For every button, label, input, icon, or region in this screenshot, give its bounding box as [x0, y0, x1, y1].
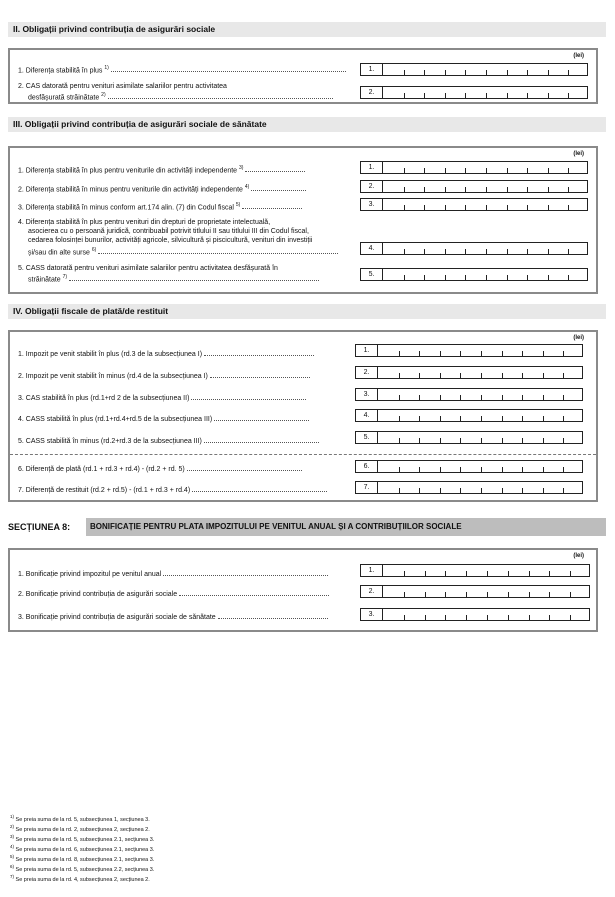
digit-tick — [507, 93, 508, 98]
row-label-cont: asocierea cu o persoană juridică, contribuabil potrivit titlului II sau titlului III din Codul fiscal, — [28, 228, 309, 235]
digit-tick — [424, 70, 425, 75]
unit-label: (lei) — [573, 553, 584, 559]
row-label: 1. Bonificație privind impozitul pe venitul anual — [18, 570, 328, 579]
row-label: 3. Diferența stabilită în minus conform art.174 alin. (7) din Codul fiscal $^{5)}$ — [18, 201, 302, 212]
digit-tick — [465, 249, 466, 254]
digit-tick — [404, 571, 405, 576]
row-label: 5. CASS datorată pentru venituri asimilate salariilor pentru activitatea desfășurată în — [18, 265, 278, 272]
digit-tick — [419, 416, 420, 421]
digit-tick — [440, 488, 441, 493]
row-label: 7. Diferență de restituit (rd.2 + rd.5) - (rd.1 + rd.3 + rd.4) — [18, 486, 327, 495]
unit-label: (lei) — [573, 151, 584, 157]
digit-tick — [502, 351, 503, 356]
digit-tick — [522, 416, 523, 421]
footnote: $^{3)}$ Se preia suma de la rd. 5, subsecțiunea 2.1, secțiunea 3. — [10, 834, 155, 843]
separator-dashed — [10, 454, 596, 455]
digit-tick — [424, 187, 425, 192]
section-4-title: IV. Obligații fiscale de plată/de restituit — [8, 304, 606, 319]
digit-tick — [425, 592, 426, 597]
digit-tick — [568, 187, 569, 192]
digit-tick — [460, 395, 461, 400]
digit-tick — [404, 615, 405, 620]
digit-tick — [419, 467, 420, 472]
digit-tick — [527, 168, 528, 173]
digit-tick — [424, 93, 425, 98]
digit-tick — [507, 275, 508, 280]
digit-tick — [445, 615, 446, 620]
digit-tick — [440, 351, 441, 356]
digit-tick — [445, 571, 446, 576]
digit-tick — [486, 249, 487, 254]
digit-tick — [487, 592, 488, 597]
digit-tick — [507, 249, 508, 254]
digit-tick — [549, 615, 550, 620]
digit-tick — [399, 351, 400, 356]
digit-tick — [424, 275, 425, 280]
amount-field[interactable]: 4. — [360, 242, 588, 255]
amount-field[interactable]: 1. — [355, 344, 583, 357]
digit-tick — [404, 592, 405, 597]
digit-tick — [527, 205, 528, 210]
digit-tick — [568, 93, 569, 98]
digit-tick — [486, 187, 487, 192]
digit-tick — [404, 93, 405, 98]
amount-field[interactable]: 3. — [360, 608, 590, 621]
digit-tick — [543, 467, 544, 472]
digit-tick — [481, 351, 482, 356]
row-label: 1. Diferența stabilită în plus $^{1)}$ — [18, 64, 346, 75]
digit-tick — [404, 249, 405, 254]
digit-tick — [465, 93, 466, 98]
amount-field[interactable]: 2. — [360, 86, 588, 99]
digit-tick — [481, 488, 482, 493]
digit-tick — [527, 93, 528, 98]
digit-tick — [399, 438, 400, 443]
digit-tick — [445, 592, 446, 597]
row-label-cont: și/sau din alte surse $^{6)}$ — [28, 246, 338, 257]
digit-tick — [548, 93, 549, 98]
section-2-title: II. Obligații privind contribuția de asigurări sociale — [8, 22, 606, 37]
amount-field[interactable]: 5. — [360, 268, 588, 281]
digit-tick — [502, 467, 503, 472]
digit-tick — [445, 93, 446, 98]
digit-tick — [568, 70, 569, 75]
digit-tick — [486, 70, 487, 75]
digit-tick — [404, 205, 405, 210]
digit-tick — [563, 416, 564, 421]
unit-label: (lei) — [573, 335, 584, 341]
digit-tick — [404, 168, 405, 173]
digit-tick — [404, 187, 405, 192]
digit-tick — [465, 187, 466, 192]
digit-tick — [522, 351, 523, 356]
digit-tick — [508, 615, 509, 620]
digit-tick — [563, 467, 564, 472]
digit-tick — [440, 373, 441, 378]
digit-tick — [419, 351, 420, 356]
digit-tick — [487, 571, 488, 576]
section-4-panel — [8, 330, 598, 502]
digit-tick — [529, 571, 530, 576]
digit-tick — [486, 205, 487, 210]
digit-tick — [466, 615, 467, 620]
digit-tick — [548, 187, 549, 192]
digit-tick — [481, 416, 482, 421]
footnote: $^{6)}$ Se preia suma de la rd. 5, subsecțiunea 2.2, secțiunea 3. — [10, 864, 155, 873]
digit-tick — [529, 615, 530, 620]
digit-tick — [568, 275, 569, 280]
row-label: 4. CASS stabilită în plus (rd.1+rd.4+rd.5 de la subsecțiunea III) — [18, 415, 309, 424]
digit-tick — [570, 615, 571, 620]
digit-tick — [507, 187, 508, 192]
digit-tick — [522, 395, 523, 400]
amount-field[interactable]: 4. — [355, 409, 583, 422]
digit-tick — [466, 592, 467, 597]
row-label-cont: cedarea folosinței bunurilor, activități agricole, silvicultură și piscicultură, venituri din investiții — [28, 237, 313, 244]
section-3-panel — [8, 146, 598, 294]
digit-tick — [399, 467, 400, 472]
digit-tick — [399, 395, 400, 400]
digit-tick — [502, 488, 503, 493]
footnote: $^{5)}$ Se preia suma de la rd. 8, subsecțiunea 2.1, secțiunea 3. — [10, 854, 155, 863]
digit-tick — [424, 205, 425, 210]
digit-tick — [419, 438, 420, 443]
digit-tick — [440, 438, 441, 443]
digit-tick — [399, 416, 400, 421]
digit-tick — [548, 70, 549, 75]
row-label-cont: desfășurată străinătate $^{2)}$ — [28, 91, 333, 102]
digit-tick — [507, 70, 508, 75]
section-8-prefix: SECȚIUNEA 8: — [8, 522, 71, 532]
digit-tick — [527, 70, 528, 75]
digit-tick — [466, 571, 467, 576]
amount-field[interactable]: 3. — [360, 198, 588, 211]
amount-field[interactable]: 1. — [360, 63, 588, 76]
amount-field[interactable]: 5. — [355, 431, 583, 444]
row-label: 4. Diferența stabilită în plus pentru venituri din drepturi de proprietate intelectuală, — [18, 219, 271, 226]
digit-tick — [549, 592, 550, 597]
digit-tick — [507, 168, 508, 173]
section-3-title: III. Obligații privind contribuția de asigurări sociale de sănătate — [8, 117, 606, 132]
row-label-cont: străinătate $^{7)}$ — [28, 273, 319, 284]
amount-field[interactable]: 2. — [355, 366, 583, 379]
digit-tick — [563, 351, 564, 356]
digit-tick — [460, 373, 461, 378]
digit-tick — [481, 438, 482, 443]
digit-tick — [502, 395, 503, 400]
digit-tick — [548, 205, 549, 210]
digit-tick — [460, 351, 461, 356]
digit-tick — [399, 373, 400, 378]
digit-tick — [563, 373, 564, 378]
digit-tick — [460, 488, 461, 493]
digit-tick — [543, 438, 544, 443]
row-label: 2. Diferența stabilită în minus pentru veniturile din activități independente $^{4)}$ — [18, 183, 306, 194]
digit-tick — [440, 467, 441, 472]
amount-field[interactable]: 2. — [360, 585, 590, 598]
digit-tick — [543, 416, 544, 421]
digit-tick — [522, 488, 523, 493]
digit-tick — [404, 275, 405, 280]
digit-tick — [425, 571, 426, 576]
digit-tick — [527, 275, 528, 280]
digit-tick — [502, 438, 503, 443]
digit-tick — [486, 93, 487, 98]
digit-tick — [502, 416, 503, 421]
amount-field[interactable]: 7. — [355, 481, 583, 494]
digit-tick — [486, 168, 487, 173]
footnote: $^{4)}$ Se preia suma de la rd. 6, subsecțiunea 2.1, secțiunea 3. — [10, 844, 155, 853]
section-2-panel — [8, 48, 598, 104]
digit-tick — [399, 488, 400, 493]
digit-tick — [460, 467, 461, 472]
digit-tick — [508, 571, 509, 576]
digit-tick — [445, 187, 446, 192]
digit-tick — [543, 351, 544, 356]
digit-tick — [487, 615, 488, 620]
digit-tick — [486, 275, 487, 280]
digit-tick — [460, 416, 461, 421]
digit-tick — [522, 467, 523, 472]
digit-tick — [481, 395, 482, 400]
digit-tick — [445, 205, 446, 210]
digit-tick — [568, 168, 569, 173]
digit-tick — [568, 249, 569, 254]
digit-tick — [440, 395, 441, 400]
digit-tick — [563, 438, 564, 443]
digit-tick — [548, 249, 549, 254]
row-label: 5. CASS stabilită în minus (rd.2+rd.3 de la subsecțiunea III) — [18, 437, 319, 446]
digit-tick — [522, 438, 523, 443]
digit-tick — [508, 592, 509, 597]
unit-label: (lei) — [573, 53, 584, 59]
digit-tick — [460, 438, 461, 443]
amount-field[interactable]: 3. — [355, 388, 583, 401]
amount-field[interactable]: 2. — [360, 180, 588, 193]
digit-tick — [445, 168, 446, 173]
digit-tick — [570, 571, 571, 576]
row-label: 2. Impozit pe venit stabilit în minus (rd.4 de la subsecțiunea I) — [18, 372, 310, 381]
digit-tick — [527, 249, 528, 254]
digit-tick — [465, 70, 466, 75]
row-label: 2. CAS datorată pentru venituri asimilate salariilor pentru activitatea — [18, 83, 227, 90]
footnote: $^{2)}$ Se preia suma de la rd. 2, subsecțiunea 2, secțiunea 2. — [10, 824, 150, 833]
digit-tick — [549, 571, 550, 576]
amount-field[interactable]: 1. — [360, 564, 590, 577]
digit-tick — [563, 488, 564, 493]
amount-field[interactable]: 6. — [355, 460, 583, 473]
digit-tick — [502, 373, 503, 378]
digit-tick — [481, 467, 482, 472]
digit-tick — [527, 187, 528, 192]
digit-tick — [424, 249, 425, 254]
section-8-panel — [8, 548, 598, 632]
digit-tick — [445, 70, 446, 75]
digit-tick — [419, 373, 420, 378]
digit-tick — [507, 205, 508, 210]
digit-tick — [465, 168, 466, 173]
digit-tick — [424, 168, 425, 173]
digit-tick — [563, 395, 564, 400]
footnote: $^{7)}$ Se preia suma de la rd. 4, subsecțiunea 2, secțiunea 2. — [10, 874, 150, 883]
digit-tick — [425, 615, 426, 620]
digit-tick — [419, 488, 420, 493]
digit-tick — [522, 373, 523, 378]
row-label: 2. Bonificație privind contribuția de asigurări sociale — [18, 590, 329, 599]
digit-tick — [445, 275, 446, 280]
digit-tick — [404, 70, 405, 75]
digit-tick — [548, 168, 549, 173]
digit-tick — [548, 275, 549, 280]
digit-tick — [481, 373, 482, 378]
digit-tick — [543, 373, 544, 378]
digit-tick — [445, 249, 446, 254]
footnote: $^{1)}$ Se preia suma de la rd. 5, subsecțiunea 1, secțiunea 3. — [10, 814, 150, 823]
amount-field[interactable]: 1. — [360, 161, 588, 174]
section-8-title: BONIFICAȚIE PENTRU PLATA IMPOZITULUI PE VENITUL ANUAL ȘI A CONTRIBUȚIILOR SOCIALE — [86, 518, 606, 536]
row-label: 6. Diferență de plată (rd.1 + rd.3 + rd.4) - (rd.2 + rd. 5) — [18, 465, 302, 474]
digit-tick — [543, 395, 544, 400]
digit-tick — [568, 205, 569, 210]
digit-tick — [465, 205, 466, 210]
digit-tick — [465, 275, 466, 280]
row-label: 1. Impozit pe venit stabilit în plus (rd.3 de la subsecțiunea I) — [18, 350, 314, 359]
row-label: 3. CAS stabilită în plus (rd.1+rd 2 de la subsecțiunea II) — [18, 394, 306, 403]
digit-tick — [543, 488, 544, 493]
digit-tick — [529, 592, 530, 597]
row-label: 1. Diferența stabilită în plus pentru veniturile din activități independente $^{3)}$ — [18, 164, 305, 175]
row-label: 3. Bonificație privind contribuția de asigurări sociale de sănătate — [18, 613, 328, 622]
digit-tick — [570, 592, 571, 597]
digit-tick — [419, 395, 420, 400]
digit-tick — [440, 416, 441, 421]
